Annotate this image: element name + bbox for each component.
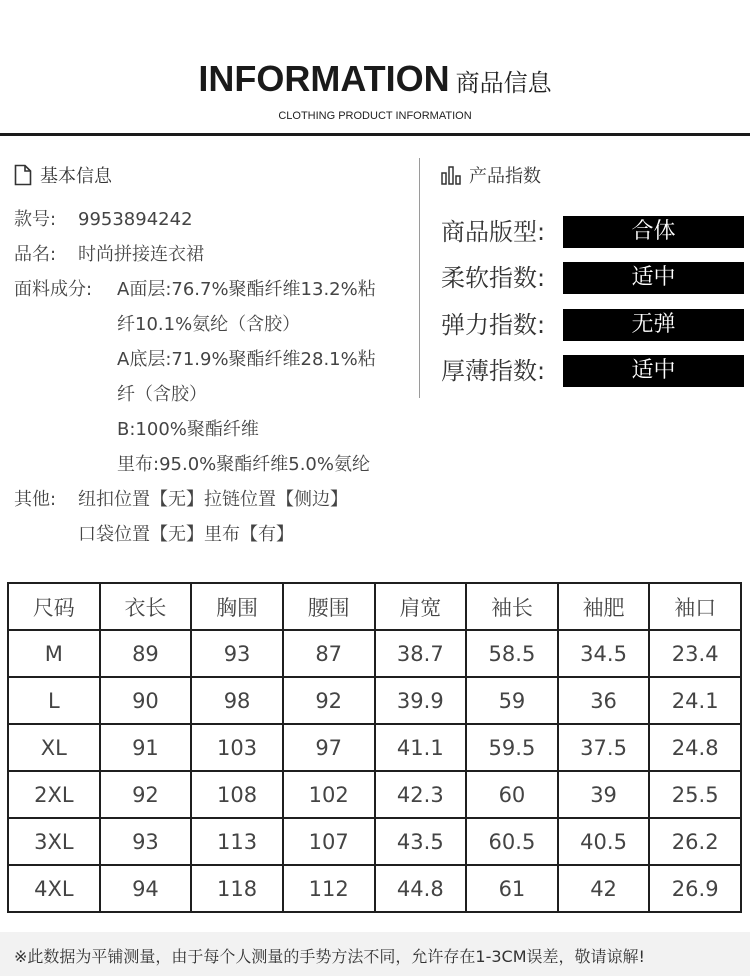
product-index-title: 产品指数 <box>469 166 541 187</box>
document-icon <box>14 164 32 186</box>
table-cell: 93 <box>100 818 192 865</box>
table-cell: 60.5 <box>466 818 558 865</box>
index-label: 柔软指数: <box>441 264 546 292</box>
fabric-line: 里布:95.0%聚酯纤维5.0%氨纶 <box>117 454 370 475</box>
table-cell: 23.4 <box>649 630 741 677</box>
product-name-row <box>14 240 204 266</box>
table-cell: 34.5 <box>558 630 650 677</box>
table-cell: 26.2 <box>649 818 741 865</box>
table-row <box>8 724 741 771</box>
index-row <box>441 262 744 294</box>
table-cell: 108 <box>191 771 283 818</box>
table-cell: 112 <box>283 865 375 912</box>
size-table <box>7 582 742 913</box>
bar-chart-icon <box>441 165 461 185</box>
page-header <box>0 0 750 140</box>
table-cell: 102 <box>283 771 375 818</box>
index-value-badge: 适中 <box>563 262 744 294</box>
table-cell: 43.5 <box>375 818 467 865</box>
table-row <box>8 818 741 865</box>
column-header: 尺码 <box>8 583 100 630</box>
table-cell: 42 <box>558 865 650 912</box>
table-row <box>8 677 741 724</box>
basic-info-title: 基本信息 <box>40 166 112 187</box>
fabric-line: 纤10.1%氨纶（含胶） <box>117 314 301 335</box>
index-row <box>441 355 744 387</box>
page-subtitle: CLOTHING PRODUCT INFORMATION <box>278 110 472 122</box>
table-cell: 59 <box>466 677 558 724</box>
style-number-value: 9953894242 <box>78 209 193 230</box>
fabric-line: A底层:71.9%聚酯纤维28.1%粘 <box>117 349 376 370</box>
column-header: 衣长 <box>100 583 192 630</box>
table-cell: 89 <box>100 630 192 677</box>
section-divider <box>419 158 420 398</box>
table-cell: 92 <box>100 771 192 818</box>
product-name-label: 品名: <box>14 244 57 265</box>
table-row <box>8 865 741 912</box>
title-english: INFORMATION <box>198 58 450 99</box>
index-row <box>441 309 744 341</box>
index-value-badge: 合体 <box>563 216 744 248</box>
table-cell: 58.5 <box>466 630 558 677</box>
basic-info-heading <box>14 160 414 190</box>
fabric-label: 面料成分: <box>14 279 93 300</box>
notice-text: ※此数据为平铺测量，由于每个人测量的手势方法不同，允许存在1-3CM误差，敬请谅解! <box>14 947 645 966</box>
product-index-section <box>441 160 746 190</box>
table-cell: 113 <box>191 818 283 865</box>
table-cell: 107 <box>283 818 375 865</box>
table-header-row <box>8 583 741 630</box>
table-cell: 103 <box>191 724 283 771</box>
table-cell: 36 <box>558 677 650 724</box>
title-chinese: 商品信息 <box>455 69 552 97</box>
table-cell: 90 <box>100 677 192 724</box>
table-cell: 24.8 <box>649 724 741 771</box>
other-line: 口袋位置【无】里布【有】 <box>78 524 294 545</box>
table-cell: 2XL <box>8 771 100 818</box>
page-title <box>0 58 750 100</box>
table-cell: 40.5 <box>558 818 650 865</box>
style-number-row <box>14 205 193 231</box>
table-cell: L <box>8 677 100 724</box>
column-header: 肩宽 <box>375 583 467 630</box>
basic-info-section <box>14 160 414 190</box>
table-cell: M <box>8 630 100 677</box>
header-divider <box>0 133 750 136</box>
table-cell: 41.1 <box>375 724 467 771</box>
table-cell: 87 <box>283 630 375 677</box>
table-cell: 44.8 <box>375 865 467 912</box>
index-label: 弹力指数: <box>441 311 546 339</box>
table-cell: 26.9 <box>649 865 741 912</box>
table-cell: 59.5 <box>466 724 558 771</box>
table-cell: 92 <box>283 677 375 724</box>
table-row <box>8 771 741 818</box>
table-cell: 39 <box>558 771 650 818</box>
table-cell: 24.1 <box>649 677 741 724</box>
fabric-line: B:100%聚酯纤维 <box>117 419 259 440</box>
table-cell: 39.9 <box>375 677 467 724</box>
product-name-value: 时尚拼接连衣裙 <box>78 244 204 265</box>
index-row <box>441 216 744 248</box>
table-cell: 4XL <box>8 865 100 912</box>
table-cell: 98 <box>191 677 283 724</box>
fabric-line: 纤（含胶） <box>117 384 207 405</box>
style-number-label: 款号: <box>14 209 57 230</box>
table-cell: 42.3 <box>375 771 467 818</box>
table-cell: 93 <box>191 630 283 677</box>
table-cell: 61 <box>466 865 558 912</box>
index-value-badge: 无弹 <box>563 309 744 341</box>
table-cell: 97 <box>283 724 375 771</box>
product-index-heading <box>441 160 746 190</box>
other-line: 纽扣位置【无】拉链位置【侧边】 <box>78 489 348 510</box>
table-row <box>8 630 741 677</box>
fabric-line: A面层:76.7%聚酯纤维13.2%粘 <box>117 279 376 300</box>
table-cell: 91 <box>100 724 192 771</box>
table-cell: 25.5 <box>649 771 741 818</box>
table-cell: 3XL <box>8 818 100 865</box>
table-cell: 118 <box>191 865 283 912</box>
table-cell: 60 <box>466 771 558 818</box>
column-header: 胸围 <box>191 583 283 630</box>
column-header: 袖口 <box>649 583 741 630</box>
column-header: 袖肥 <box>558 583 650 630</box>
column-header: 腰围 <box>283 583 375 630</box>
table-cell: XL <box>8 724 100 771</box>
table-cell: 38.7 <box>375 630 467 677</box>
table-cell: 94 <box>100 865 192 912</box>
table-cell: 37.5 <box>558 724 650 771</box>
measurement-notice <box>0 932 750 976</box>
other-label: 其他: <box>14 489 57 510</box>
index-label: 厚薄指数: <box>441 357 546 385</box>
index-value-badge: 适中 <box>563 355 744 387</box>
index-label: 商品版型: <box>441 218 546 246</box>
column-header: 袖长 <box>466 583 558 630</box>
